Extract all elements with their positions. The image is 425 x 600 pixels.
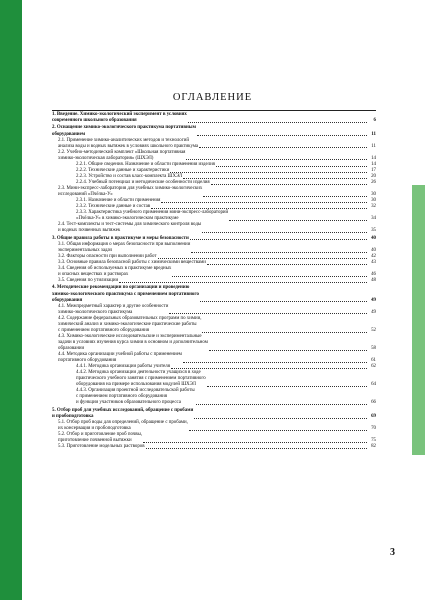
toc-leader-dots	[146, 448, 367, 449]
toc-leader-dots	[191, 252, 367, 253]
toc-leader-dots	[209, 350, 367, 351]
toc-leader-dots	[119, 282, 367, 283]
toc-entry[interactable]	[52, 150, 376, 162]
toc-entry-title: 2.2.3. Устройство и состав класс-комплекта ШХЭЛ	[76, 173, 183, 179]
toc-entry-title: 3. Общие правила работы в практикуме и меры безопасности	[52, 235, 189, 241]
toc-entry-page: 49	[371, 297, 376, 303]
toc-entry-title: 3.2. Факторы опасности при выполнении работ	[58, 253, 157, 259]
toc-entry[interactable]	[52, 210, 376, 222]
toc-leader-dots	[202, 332, 367, 333]
toc-entry-title: 4.1. Межпредметный характер и другие особенности химико-экологического практикума	[58, 303, 169, 315]
toc-entry-page: 61	[371, 358, 376, 364]
toc-entry[interactable]	[52, 125, 376, 137]
toc-leader-dots	[169, 313, 367, 314]
toc-entry-page: 17	[371, 167, 376, 173]
toc-entry-page: 32	[371, 204, 376, 210]
toc-entry-page: 64	[371, 382, 376, 388]
toc-entry-title: 4.4.2. Методика организации деятельности учащихся в ходе практического учебного занятия с применением портативного оборудования на примере использования модулей ШХЭЛ	[76, 370, 206, 388]
toc-leader-dots	[188, 122, 367, 123]
toc-entry-title: 2.1. Применение химико-аналитических методов и технологий анализа воды и водных вытяжек в условиях школьного практикума	[58, 137, 199, 149]
toc-leader-dots	[161, 202, 367, 203]
toc-entry-page: 46	[371, 272, 376, 277]
toc-entry-title: 5.1. Отбор проб воды для определений, обращение с пробами, их консервация и пробоподготовка	[58, 419, 188, 431]
page-title: ОГЛАВЛЕНИЕ	[172, 92, 253, 103]
toc-entry-page: 40	[371, 247, 376, 253]
toc-leader-dots	[203, 196, 367, 197]
toc-entry[interactable]	[52, 444, 376, 450]
toc-entry-page: 14	[371, 155, 376, 161]
right-accent-strip	[412, 185, 425, 455]
toc-entry-title: 2.3.3. Характеристика учебного применения мини-экспресс-лабораторий «Пчёлка-У» в химико-экологическом практикуме	[76, 210, 229, 222]
toc-entry[interactable]	[52, 304, 376, 316]
toc-entry-title: 4.2. Содержание федеральных образовательных программ по химии, химический анализ и химико-экологические практические работы с применением портативного оборудования	[58, 315, 202, 333]
toc-entry[interactable]	[52, 316, 376, 334]
toc-entry-title: 2.4. Тест-комплекты и тест-системы для химического контроля воды и водных почвенных вытяжек	[58, 222, 202, 234]
toc-entry[interactable]	[52, 242, 376, 254]
toc-entry-page: 26	[371, 179, 376, 185]
toc-entry-page: 66	[371, 400, 376, 406]
toc-leader-dots	[216, 166, 367, 167]
toc-entry[interactable]	[52, 138, 376, 150]
toc-entry-title: 3.4. Сведения об используемых в практикуме вредных и опасных веществах и растворах	[58, 265, 172, 277]
toc-entry-page: 49	[371, 309, 376, 315]
toc-leader-dots	[186, 159, 367, 160]
toc-leader-dots	[170, 172, 367, 173]
toc-entry-title: 4.3. Химико-экологические исследовательские и экспериментальные задачи в условиях изучения курса химии в основном и дополнительном образовании	[58, 333, 208, 351]
toc-entry-page: 42	[371, 253, 376, 259]
toc-leader-dots	[190, 239, 367, 240]
toc-entry-page: 35	[371, 228, 376, 234]
toc-entry-title: 4.4.1. Методика организации работы учителя	[76, 364, 170, 370]
toc-entry-page: 40	[371, 235, 376, 241]
toc-entry-title: 2.3.2. Технические данные и состав	[76, 204, 151, 210]
toc-entry-page: 30	[371, 192, 376, 197]
toc-entry[interactable]	[52, 432, 376, 444]
toc-entry[interactable]	[52, 222, 376, 234]
toc-entry-title: 2.2.4. Учебный потенциал и методические особенности изделия	[76, 179, 210, 185]
toc-entry-title: 5.2. Отбор и приготовление проб почвы, приготовление почвенной вытяжки	[58, 432, 143, 444]
toc-entry[interactable]	[52, 266, 376, 278]
toc-entry-page: 52	[371, 327, 376, 333]
toc-leader-dots	[207, 264, 367, 265]
toc-entry-title: 2.2.1. Общие сведения. Назначение и области применения изделия	[76, 161, 215, 167]
toc-entry-title: 5.3. Приготовление модельных растворов	[58, 444, 145, 450]
toc-entry[interactable]	[52, 278, 376, 284]
toc-leader-dots	[202, 232, 367, 233]
toc-leader-dots	[151, 208, 367, 209]
toc-entry-page: 69	[371, 413, 376, 419]
toc-entry-title: 2.2. Учебно-методический комплект «Школьная портативная химико-экологическая лаборатория» (ШХЭЛ)	[58, 149, 186, 161]
toc-entry-page: 30	[371, 198, 376, 204]
toc-leader-dots	[183, 178, 367, 179]
toc-entry[interactable]	[52, 186, 376, 198]
left-accent-bar	[0, 0, 22, 600]
title-rule	[52, 110, 376, 111]
toc-entry[interactable]	[52, 285, 376, 303]
toc-entry-page: 75	[371, 438, 376, 444]
toc-entry[interactable]	[52, 408, 376, 420]
toc-entry-title: 4. Методические рекомендации по организации и проведению химико-экологического практикума с применением портативного оборудования	[52, 285, 199, 303]
toc-entry-page: 43	[371, 259, 376, 265]
toc-leader-dots	[143, 442, 367, 443]
toc-entry[interactable]	[52, 388, 376, 406]
toc-leader-dots	[211, 184, 367, 185]
toc-entry-title: 2.2.2. Технические данные и характеристики	[76, 167, 170, 173]
toc-entry-page: 14	[371, 161, 376, 167]
toc-leader-dots	[194, 418, 367, 419]
toc-leader-dots	[189, 430, 367, 431]
toc-leader-dots	[199, 147, 367, 148]
toc-entry-title: 5. Отбор проб для учебных исследований, обращение с пробами и пробоподготовка	[52, 407, 194, 419]
toc-entry-title: 4.4.3. Организация проектной исследовательской работы с применением портативного оборудования и функции участников образовательного процесса	[76, 388, 195, 406]
toc-entry-title: 2.3.1. Назначение и области применения	[76, 198, 161, 204]
table-of-contents	[52, 112, 376, 450]
toc-entry-page: 70	[371, 425, 376, 431]
toc-leader-dots	[196, 404, 367, 405]
toc-entry-title: 3.1. Общая информация о мерах безопасности при выполнении экспериментальных задач	[58, 241, 191, 253]
toc-entry-page: 20	[371, 173, 376, 179]
toc-leader-dots	[197, 135, 367, 136]
toc-entry[interactable]	[52, 352, 376, 364]
toc-entry-page: 62	[371, 364, 376, 370]
toc-entry[interactable]	[52, 334, 376, 352]
toc-entry-title: 3.3. Основные правила безопасной работы с химическими веществами	[58, 259, 206, 265]
toc-leader-dots	[183, 362, 367, 363]
toc-entry-page: 11	[371, 143, 376, 149]
toc-leader-dots	[171, 368, 367, 369]
toc-leader-dots	[158, 258, 367, 259]
toc-entry-page: 82	[371, 444, 376, 450]
toc-entry[interactable]	[52, 370, 376, 388]
toc-entry-title: 2. Оснащение химико-экологического практикума портативным оборудованием	[52, 125, 196, 137]
page-number: 3	[390, 547, 395, 558]
toc-entry-title: 2.3. Мини-экспресс-лаборатория для учебных химико-экологических исследований «Пчёлка-У»	[58, 185, 203, 197]
toc-entry-page: 11	[371, 131, 376, 137]
toc-entry-page: 6	[373, 118, 376, 124]
toc-entry-page: 34	[371, 216, 376, 222]
toc-leader-dots	[207, 386, 367, 387]
toc-entry-title: 4.4. Методика организации учебной работы с применением портативного оборудования	[58, 352, 182, 364]
toc-entry-page: 58	[371, 345, 376, 351]
toc-entry-title: 1. Введение. Химико-экологический эксперимент в условиях современного школьного образования	[52, 112, 187, 124]
toc-entry-title: 3.5. Сведения по утилизации	[58, 278, 119, 284]
toc-leader-dots	[229, 220, 367, 221]
toc-entry[interactable]	[52, 112, 376, 124]
toc-entry-page: 48	[371, 278, 376, 284]
toc-entry[interactable]	[52, 420, 376, 432]
toc-leader-dots	[172, 276, 367, 277]
toc-leader-dots	[200, 301, 367, 302]
